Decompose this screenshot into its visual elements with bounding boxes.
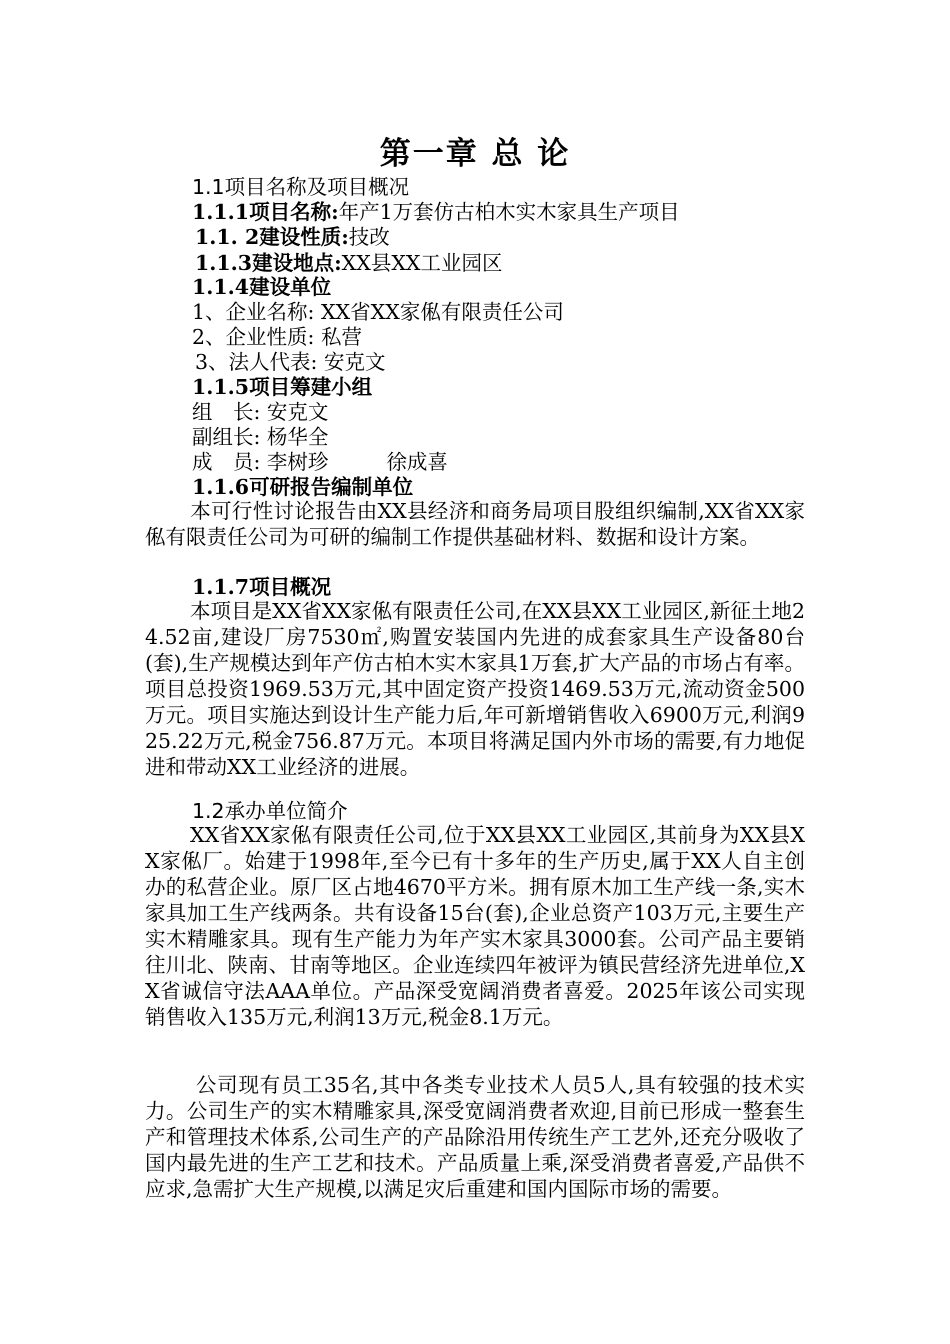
project-name-label: 1.1.1项目名称: [192, 200, 339, 224]
construction-nature-label: 1.1. 2建设性质: [195, 225, 349, 249]
project-overview-paragraph [145, 598, 805, 780]
team-members-line [192, 449, 448, 475]
section-1-1-5-heading: 1.1.5项目筹建小组 [192, 375, 373, 399]
team-deputy-line: 副组长: 杨华全 [192, 425, 329, 449]
team-members-label: 成 员: 李树珍 [192, 450, 329, 474]
construction-site-label: 1.1.3建设地点: [195, 251, 342, 275]
team-member-2: 徐成喜 [386, 450, 448, 474]
company-intro-text-2: 公司现有员工35名,其中各类专业技术人员5人,具有较强的技术实力。公司生产的实木精雕家具,深受宽阔消费者欢迎,目前已形成一整套生产和管理技术体系,公司生产的产品除沿用传统生产工艺外,还充分吸收了国内最先进的生产工艺和技术。产品质量上乘,深受消费者喜爱,产品供不应求,急需扩大生产规模,以满足灾后重建和国内国际市场的需要。 [145, 1073, 805, 1201]
section-1-1-7-heading: 1.1.7项目概况 [192, 575, 332, 599]
section-1-1-6-heading: 1.1.6可研报告编制单位 [192, 475, 414, 499]
chapter-title: 第一章 总 论 [379, 136, 571, 172]
legal-rep-line: 3、法人代表: 安克文 [195, 350, 386, 374]
company-intro-text-1: XX省XX家俬有限责任公司,位于XX县XX工业园区,其前身为XX县XX家俬厂。始建于1998年,至今已有十多年的生产历史,属于XX人自主创办的私营企业。原厂区占地4670平方米。拥有原木加工生产线一条,实木家具加工生产线两条。共有设备15台(套),企业总资产103万元,主要生产实木精雕家具。现有生产能力为年产实木家具3000套。公司产品主要销往川北、陕南、甘南等地区。企业连续四年被评为镇民营经济先进单位,XX省诚信守法AAA单位。产品深受宽阔消费者喜爱。2025年该公司实现销售收入135万元,利润13万元,税金8.1万元。 [145, 823, 805, 1029]
company-intro-paragraph-2 [145, 1072, 805, 1202]
project-name-value: 年产1万套仿古柏木实木家具生产项目 [338, 200, 680, 224]
section-1-1-heading: 1.1项目名称及项目概况 [192, 175, 410, 199]
company-name-line: 1、企业名称: XX省XX家俬有限责任公司 [192, 300, 564, 324]
company-intro-paragraph-1 [145, 822, 805, 1030]
section-1-1-4-heading: 1.1.4建设单位 [192, 275, 332, 299]
construction-nature-value: 技改 [348, 225, 390, 249]
report-unit-text: 本可行性讨论报告由XX县经济和商务局项目股组织编制,XX省XX家俬有限责任公司为可研的编制工作提供基础材料、数据和设计方案。 [145, 499, 805, 549]
construction-site-value: XX县XX工业园区 [341, 251, 503, 275]
team-leader-line: 组 长: 安克文 [192, 400, 329, 424]
section-1-1-2 [195, 224, 390, 250]
project-overview-text: 本项目是XX省XX家俬有限责任公司,在XX县XX工业园区,新征土地24.52亩,建设厂房7530㎡,购置安装国内先进的成套家具生产设备80台(套),生产规模达到年产仿古柏木实木家具1万套,扩大产品的市场占有率。项目总投资1969.53万元,其中固定资产投资1469.53万元,流动资金500万元。项目实施达到设计生产能力后,年可新增销售收入6900万元,利润925.22万元,税金756.87万元。本项目将满足国内外市场的需要,有力地促进和带动XX工业经济的进展。 [145, 599, 805, 779]
company-nature-line: 2、企业性质: 私营 [192, 325, 362, 349]
section-1-2-heading: 1.2承办单位简介 [192, 799, 348, 823]
section-1-1-3 [195, 250, 503, 276]
report-unit-paragraph [145, 498, 805, 550]
section-1-1-1 [192, 199, 680, 225]
